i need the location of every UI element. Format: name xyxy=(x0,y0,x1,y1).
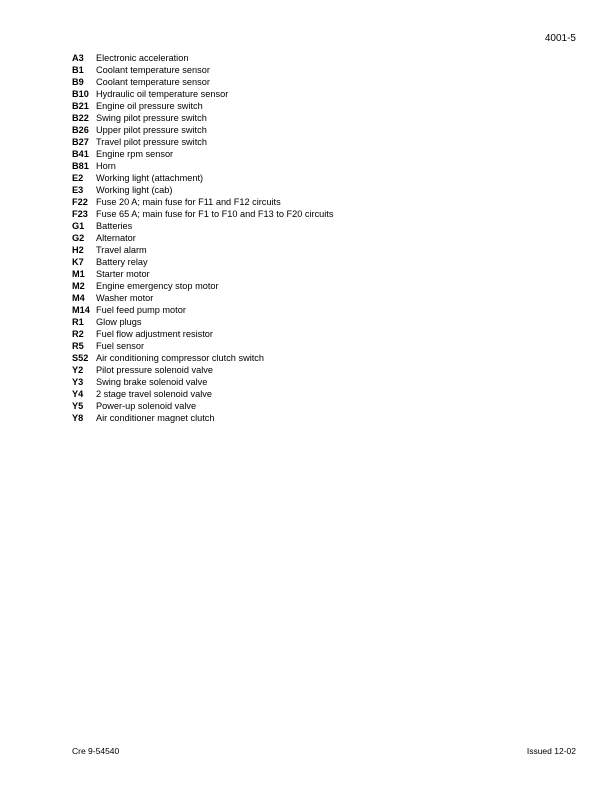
legend-code: K7 xyxy=(72,257,84,267)
legend-code: Y4 xyxy=(72,389,84,399)
legend-description: Battery relay xyxy=(96,257,148,267)
legend-code: R2 xyxy=(72,329,84,339)
legend-item xyxy=(72,364,333,376)
legend-code: B26 xyxy=(72,125,89,135)
legend-item xyxy=(72,244,333,256)
page-number: 4001-5 xyxy=(544,33,576,44)
legend-description: Coolant temperature sensor xyxy=(96,65,210,75)
legend-item xyxy=(72,388,333,400)
legend-description: Engine rpm sensor xyxy=(96,149,174,159)
legend-code: Y5 xyxy=(72,401,84,411)
legend-item xyxy=(72,328,333,340)
legend-item xyxy=(72,400,333,412)
legend-code: B41 xyxy=(72,149,89,159)
legend-code: B81 xyxy=(72,161,89,171)
legend-code: F22 xyxy=(72,197,88,207)
legend-item xyxy=(72,280,333,292)
legend-description: Swing pilot pressure switch xyxy=(96,113,207,123)
legend-code: B9 xyxy=(72,77,84,87)
legend-item xyxy=(72,304,333,316)
legend-code: B1 xyxy=(72,65,84,75)
legend-code: M1 xyxy=(72,269,85,279)
legend-description: Starter motor xyxy=(96,269,150,279)
legend-code: B10 xyxy=(72,89,89,99)
legend-item xyxy=(72,100,333,112)
legend-code: Y3 xyxy=(72,377,84,387)
legend-item xyxy=(72,64,333,76)
legend-item xyxy=(72,412,333,424)
issue-date: Issued 12-02 xyxy=(526,746,576,756)
legend-description: Electronic acceleration xyxy=(96,53,189,63)
legend-item xyxy=(72,148,333,160)
legend-description: Glow plugs xyxy=(96,317,142,327)
legend-description: Air conditioner magnet clutch xyxy=(96,413,215,423)
legend-code: Y2 xyxy=(72,365,84,375)
legend-item xyxy=(72,340,333,352)
legend-item xyxy=(72,196,333,208)
legend-description: Power-up solenoid valve xyxy=(96,401,197,411)
legend-description: Travel alarm xyxy=(96,245,147,255)
legend-code: M2 xyxy=(72,281,85,291)
legend-item xyxy=(72,316,333,328)
legend-code: G1 xyxy=(72,221,85,231)
legend-description: Fuel feed pump motor xyxy=(96,305,186,315)
legend-code: M4 xyxy=(72,293,85,303)
legend-item xyxy=(72,76,333,88)
legend-item xyxy=(72,124,333,136)
legend-code: A3 xyxy=(72,53,84,63)
legend-code: R1 xyxy=(72,317,84,327)
legend-item xyxy=(72,232,333,244)
legend-code: S52 xyxy=(72,353,89,363)
legend-item xyxy=(72,184,333,196)
legend-description: Air conditioning compressor clutch switch xyxy=(96,353,264,363)
legend-code: B22 xyxy=(72,113,89,123)
legend-item xyxy=(72,268,333,280)
legend-description: Pilot pressure solenoid valve xyxy=(96,365,213,375)
legend-description: Alternator xyxy=(96,233,136,243)
legend-description: Washer motor xyxy=(96,293,154,303)
legend-description: Fuel sensor xyxy=(96,341,145,351)
legend-item xyxy=(72,112,333,124)
legend-description: Fuse 65 A; main fuse for F1 to F10 and F13 to F20 circuits xyxy=(96,209,334,219)
legend-item xyxy=(72,256,333,268)
legend-description: Working light (attachment) xyxy=(96,173,204,183)
legend-description: Coolant temperature sensor xyxy=(96,77,210,87)
legend-item xyxy=(72,376,333,388)
legend-code: G2 xyxy=(72,233,85,243)
legend-description: Travel pilot pressure switch xyxy=(96,137,207,147)
legend-item xyxy=(72,292,333,304)
legend-description: Hydraulic oil temperature sensor xyxy=(96,89,229,99)
legend-code: E3 xyxy=(72,185,84,195)
legend-description: Working light (cab) xyxy=(96,185,173,195)
legend-code: E2 xyxy=(72,173,84,183)
legend-description: Engine oil pressure switch xyxy=(96,101,203,111)
legend-description: Horn xyxy=(96,161,116,171)
legend-description: Fuse 20 A; main fuse for F11 and F12 circuits xyxy=(96,197,281,207)
document-code: Cre 9-54540 xyxy=(72,746,120,756)
legend-code: B27 xyxy=(72,137,89,147)
legend-description: Engine emergency stop motor xyxy=(96,281,219,291)
legend-code: M14 xyxy=(72,305,90,315)
component-legend xyxy=(72,52,333,424)
legend-item xyxy=(72,88,333,100)
legend-item xyxy=(72,136,333,148)
legend-description: Swing brake solenoid valve xyxy=(96,377,208,387)
legend-item xyxy=(72,52,333,64)
legend-description: Batteries xyxy=(96,221,133,231)
legend-code: B21 xyxy=(72,101,89,111)
legend-code: H2 xyxy=(72,245,84,255)
legend-item xyxy=(72,352,333,364)
legend-item xyxy=(72,160,333,172)
legend-description: Fuel flow adjustment resistor xyxy=(96,329,213,339)
legend-code: F23 xyxy=(72,209,88,219)
legend-item xyxy=(72,172,333,184)
legend-item xyxy=(72,220,333,232)
legend-code: R5 xyxy=(72,341,84,351)
legend-description: Upper pilot pressure switch xyxy=(96,125,207,135)
legend-item xyxy=(72,208,333,220)
legend-description: 2 stage travel solenoid valve xyxy=(96,389,212,399)
legend-code: Y8 xyxy=(72,413,84,423)
